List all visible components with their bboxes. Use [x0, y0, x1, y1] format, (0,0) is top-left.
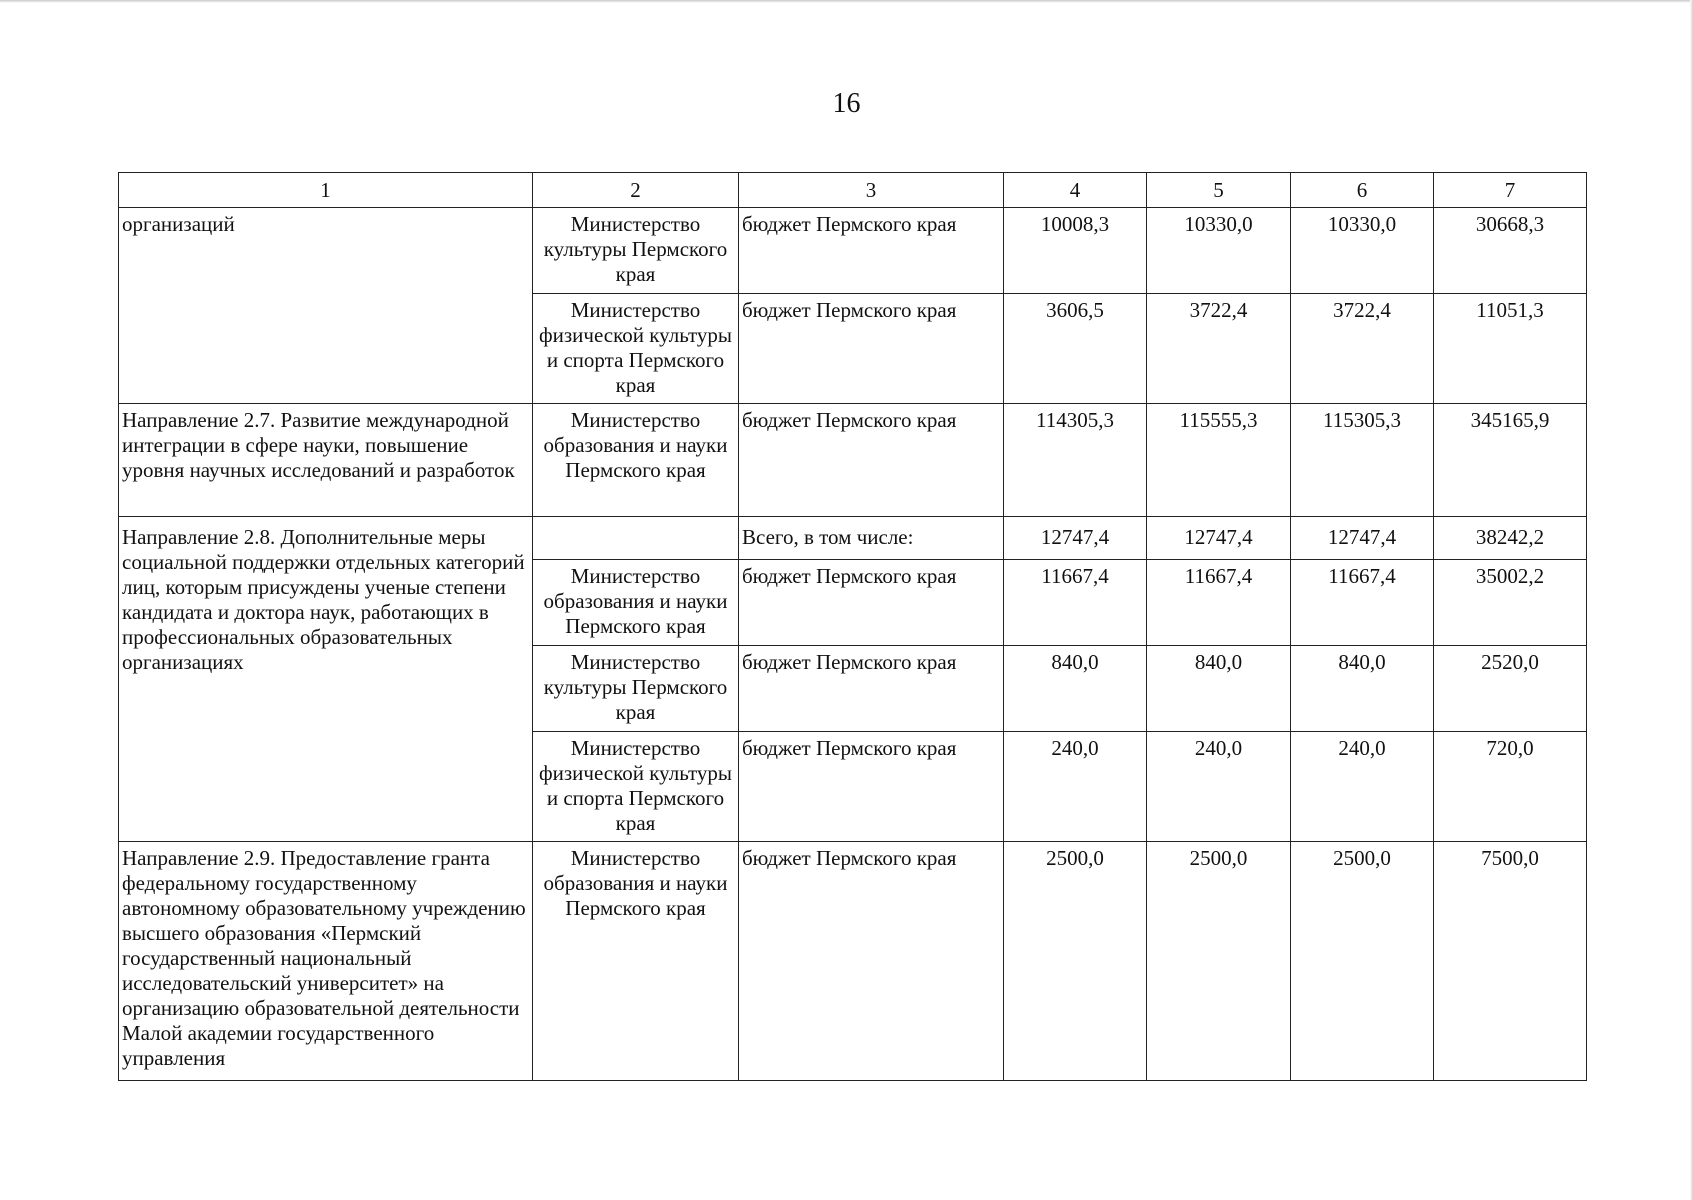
header-cell-7: 7 [1434, 173, 1587, 208]
direction-cell: организаций [119, 208, 533, 404]
executor-cell: Министерство культуры Пермского края [533, 208, 739, 294]
table-row [119, 404, 1587, 517]
executor-cell: Министерство физической культуры и спорта Пермского края [533, 294, 739, 404]
value-col7: 11051,3 [1434, 294, 1587, 404]
value-col6: 2500,0 [1291, 842, 1434, 1081]
value-col6: 12747,4 [1291, 517, 1434, 560]
value-col4: 3606,5 [1004, 294, 1147, 404]
value-col4: 11667,4 [1004, 560, 1147, 646]
header-cell-1: 1 [119, 173, 533, 208]
value-col5: 3722,4 [1147, 294, 1291, 404]
header-cell-5: 5 [1147, 173, 1291, 208]
page-number: 16 [832, 88, 861, 119]
header-cell-6: 6 [1291, 173, 1434, 208]
value-col4: 12747,4 [1004, 517, 1147, 560]
header-cell-3: 3 [739, 173, 1004, 208]
source-cell: бюджет Пермского края [739, 560, 1004, 646]
direction-cell: Направление 2.7. Развитие международной интеграции в сфере науки, повышение уровня научных исследований и разработок [119, 404, 533, 517]
executor-cell [533, 517, 739, 560]
value-col4: 2500,0 [1004, 842, 1147, 1081]
value-col7: 720,0 [1434, 732, 1587, 842]
budget-table [118, 172, 1587, 1081]
source-cell: Всего, в том числе: [739, 517, 1004, 560]
executor-cell: Министерство физической культуры и спорта Пермского края [533, 732, 739, 842]
direction-cell: Направление 2.8. Дополнительные меры социальной поддержки отдельных категорий лиц, которым присуждены ученые степени кандидата и доктора наук, работающих в профессиональных образовательных организациях [119, 517, 533, 842]
value-col7: 2520,0 [1434, 646, 1587, 732]
value-col5: 240,0 [1147, 732, 1291, 842]
value-col4: 240,0 [1004, 732, 1147, 842]
source-cell: бюджет Пермского края [739, 842, 1004, 1081]
value-col5: 2500,0 [1147, 842, 1291, 1081]
source-cell: бюджет Пермского края [739, 646, 1004, 732]
value-col4: 114305,3 [1004, 404, 1147, 517]
source-cell: бюджет Пермского края [739, 208, 1004, 294]
value-col5: 115555,3 [1147, 404, 1291, 517]
value-col7: 345165,9 [1434, 404, 1587, 517]
value-col7: 35002,2 [1434, 560, 1587, 646]
value-col7: 30668,3 [1434, 208, 1587, 294]
value-col4: 840,0 [1004, 646, 1147, 732]
executor-cell: Министерство образования и науки Пермского края [533, 404, 739, 517]
executor-cell: Министерство культуры Пермского края [533, 646, 739, 732]
source-cell: бюджет Пермского края [739, 294, 1004, 404]
value-col6: 240,0 [1291, 732, 1434, 842]
value-col6: 3722,4 [1291, 294, 1434, 404]
direction-cell: Направление 2.9. Предоставление гранта федеральному государственному автономному образовательному учреждению высшего образования «Пермский государственный национальный исследовательский университет» на организацию образовательной деятельности Малой академии государственного управления [119, 842, 533, 1081]
executor-cell: Министерство образования и науки Пермского края [533, 842, 739, 1081]
table-row [119, 842, 1587, 1081]
header-cell-4: 4 [1004, 173, 1147, 208]
source-cell: бюджет Пермского края [739, 732, 1004, 842]
table-row [119, 517, 1587, 560]
value-col5: 12747,4 [1147, 517, 1291, 560]
value-col4: 10008,3 [1004, 208, 1147, 294]
header-cell-2: 2 [533, 173, 739, 208]
table-row [119, 208, 1587, 294]
value-col5: 840,0 [1147, 646, 1291, 732]
source-cell: бюджет Пермского края [739, 404, 1004, 517]
table-header-row [119, 173, 1587, 208]
value-col5: 10330,0 [1147, 208, 1291, 294]
value-col6: 840,0 [1291, 646, 1434, 732]
value-col5: 11667,4 [1147, 560, 1291, 646]
value-col6: 11667,4 [1291, 560, 1434, 646]
value-col6: 10330,0 [1291, 208, 1434, 294]
value-col7: 7500,0 [1434, 842, 1587, 1081]
value-col7: 38242,2 [1434, 517, 1587, 560]
scan-edge-top [0, 0, 1693, 3]
executor-cell: Министерство образования и науки Пермского края [533, 560, 739, 646]
value-col6: 115305,3 [1291, 404, 1434, 517]
